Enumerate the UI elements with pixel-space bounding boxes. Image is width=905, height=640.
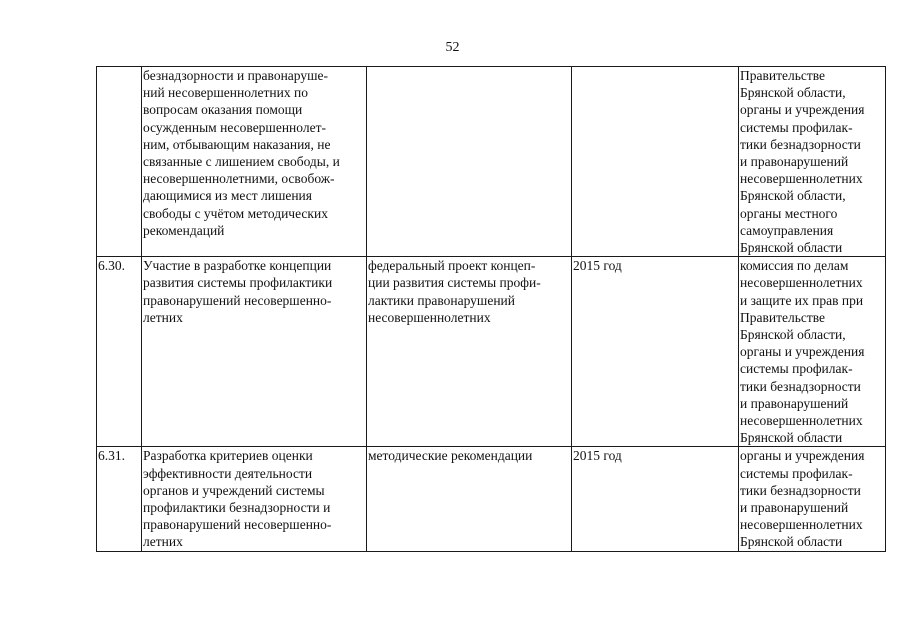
responsible-cell: Правительстве Брянской области, органы и учреждения системы профилак- тики безнадзорности и правонарушений несовершеннолетних Брянской области, органы местного самоуправления Брянской области — [739, 67, 886, 257]
table-row — [97, 257, 886, 447]
result-cell — [367, 67, 572, 257]
responsible-cell: комиссия по делам несовершеннолетних и защите их прав при Правительстве Брянской области, органы и учреждения системы профилак- тики безнадзорности и правонарушений несовершеннолетних Брянской области — [739, 257, 886, 447]
date-cell: 2015 год — [572, 447, 739, 551]
table-row — [97, 447, 886, 551]
row-number-cell: 6.30. — [97, 257, 142, 447]
activity-cell: Участие в разработке концепции развития системы профилактики правонарушений несовершенно- летних — [142, 257, 367, 447]
date-cell: 2015 год — [572, 257, 739, 447]
row-number-cell — [97, 67, 142, 257]
date-cell — [572, 67, 739, 257]
result-cell: методические рекомендации — [367, 447, 572, 551]
result-cell: федеральный проект концеп- ции развития системы профи- лактики правонарушений несовершеннолетних — [367, 257, 572, 447]
activity-cell: Разработка критериев оценки эффективности деятельности органов и учреждений системы профилактики безнадзорности и правонарушений несовершенно- летних — [142, 447, 367, 551]
table-row — [97, 67, 886, 257]
page-number: 52 — [445, 40, 460, 55]
measures-table — [96, 66, 886, 552]
row-number-cell: 6.31. — [97, 447, 142, 551]
responsible-cell: органы и учреждения системы профилак- тики безнадзорности и правонарушений несовершеннолетних Брянской области — [739, 447, 886, 551]
activity-cell: безнадзорности и правонаруше- ний несовершеннолетних по вопросам оказания помощи осужденным несовершеннолет- ним, отбывающим наказания, не связанные с лишением свободы, и несовершеннолетними, освобож- дающимися из мест лишения свободы с учётом методических рекомендаций — [142, 67, 367, 257]
